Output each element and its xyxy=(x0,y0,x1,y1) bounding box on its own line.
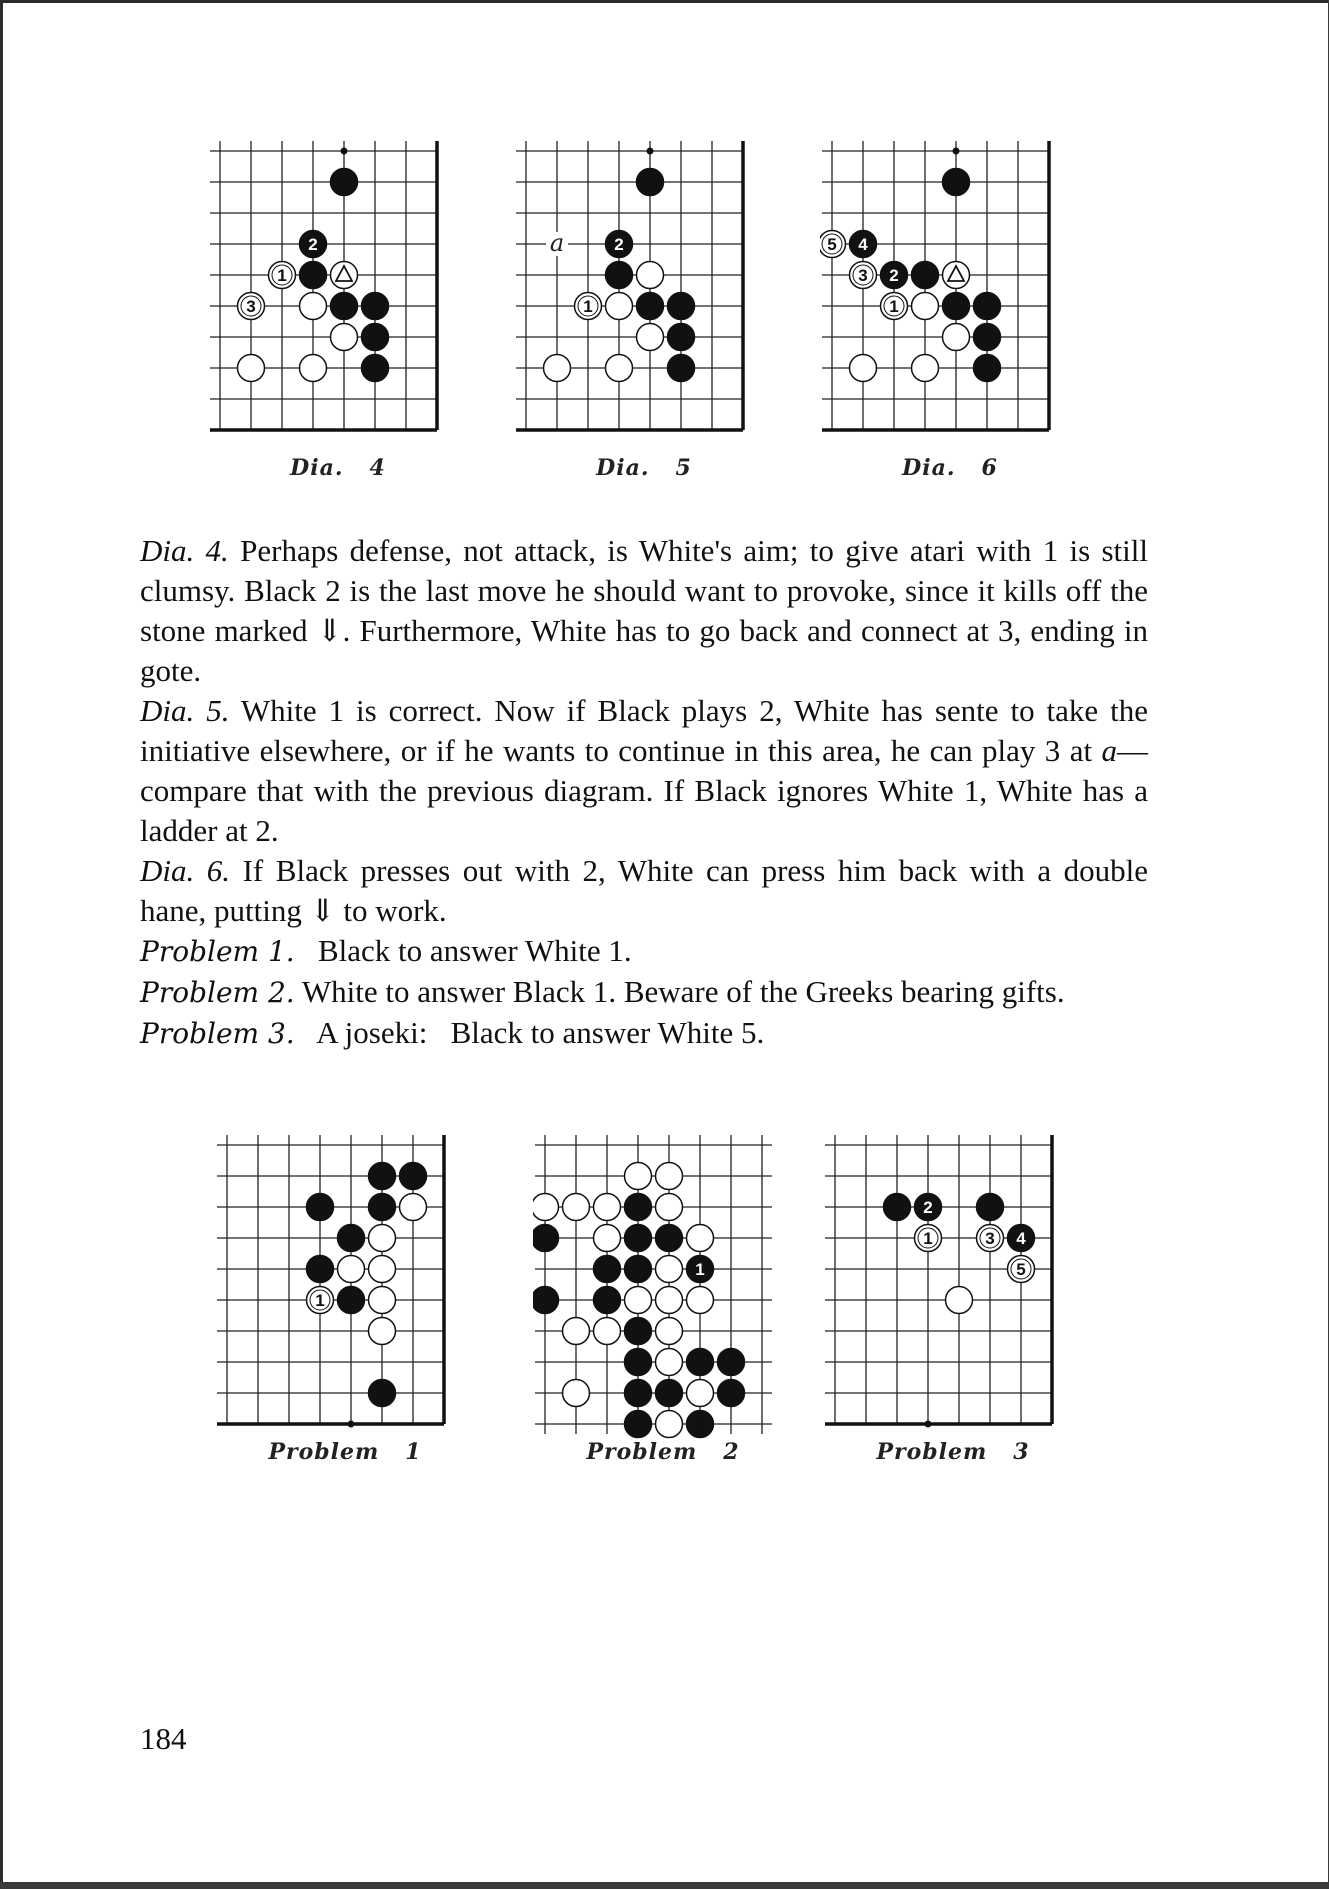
black-stone xyxy=(637,169,664,196)
white-stone xyxy=(850,355,877,382)
black-stone xyxy=(369,1380,396,1407)
white-stone xyxy=(594,1194,621,1221)
black-stone xyxy=(606,262,633,289)
black-stone xyxy=(533,1287,559,1314)
white-stone xyxy=(300,355,327,382)
white-stone xyxy=(331,324,358,351)
white-stone xyxy=(656,1194,683,1221)
stone-number: 1 xyxy=(315,1291,325,1310)
white-stone xyxy=(369,1256,396,1283)
paragraph-dia-5 xyxy=(140,691,1148,851)
white-stone xyxy=(946,1287,973,1314)
white-stone xyxy=(533,1194,559,1221)
white-stone xyxy=(369,1287,396,1314)
go-diagram-dia-6 xyxy=(820,137,1080,449)
black-stone xyxy=(362,324,389,351)
stone-number: 4 xyxy=(858,235,868,254)
star-point xyxy=(647,148,654,155)
white-stone xyxy=(338,1256,365,1283)
black-stone xyxy=(594,1287,621,1314)
paragraph-dia-4 xyxy=(140,531,1148,691)
white-stone xyxy=(563,1380,590,1407)
black-stone xyxy=(369,1194,396,1221)
white-stone xyxy=(625,1287,652,1314)
black-stone xyxy=(594,1256,621,1283)
board-grid xyxy=(210,141,437,430)
white-stone xyxy=(912,355,939,382)
white-stone xyxy=(625,1163,652,1190)
black-stone xyxy=(369,1163,396,1190)
black-stone xyxy=(362,293,389,320)
stone-number: 2 xyxy=(889,266,899,285)
dia-5-label: Dia. 5. xyxy=(140,693,230,728)
problem-2-caption: Problem 2 xyxy=(586,1439,740,1465)
black-stone xyxy=(912,262,939,289)
stone-number: 3 xyxy=(985,1229,995,1248)
white-stone xyxy=(369,1318,396,1345)
black-stone xyxy=(977,1194,1004,1221)
black-stone xyxy=(307,1256,334,1283)
body-text xyxy=(140,531,1148,1054)
stone-number: 5 xyxy=(827,235,837,254)
star-point xyxy=(925,1421,932,1428)
board-label: a xyxy=(549,229,565,257)
dia-6-text: If Black presses out with 2, White can press him back with a double hane, putting ⇓ to work. xyxy=(140,853,1148,928)
stone-number: 2 xyxy=(923,1198,933,1217)
go-diagram-problem-1 xyxy=(215,1131,475,1441)
stone-number: 2 xyxy=(614,235,624,254)
white-stone xyxy=(656,1163,683,1190)
stone-number: 2 xyxy=(308,235,318,254)
white-stone xyxy=(563,1194,590,1221)
star-point xyxy=(348,1421,355,1428)
black-stone xyxy=(400,1163,427,1190)
stone-number: 1 xyxy=(277,266,287,285)
dia-5-italic-a: a xyxy=(1101,733,1117,768)
white-stone xyxy=(606,293,633,320)
go-diagram-dia-4 xyxy=(208,137,468,449)
star-point xyxy=(953,148,960,155)
black-stone xyxy=(687,1349,714,1376)
problem-1-label: Problem 1. xyxy=(140,935,295,968)
white-stone xyxy=(300,293,327,320)
white-stone xyxy=(637,324,664,351)
black-stone xyxy=(338,1287,365,1314)
white-stone xyxy=(606,355,633,382)
problem-2-label: Problem 2. xyxy=(140,976,295,1009)
problem-3-label: Problem 3. xyxy=(140,1017,295,1050)
white-stone xyxy=(687,1287,714,1314)
problem-3-text: A joseki: Black to answer White 5. xyxy=(294,1015,765,1050)
white-stone xyxy=(656,1349,683,1376)
star-point xyxy=(341,148,348,155)
paragraph-dia-6 xyxy=(140,851,1148,931)
dia-4-label: Dia. 4. xyxy=(140,533,229,568)
black-stone xyxy=(300,262,327,289)
black-stone xyxy=(625,1318,652,1345)
problem-1-text: Black to answer White 1. xyxy=(294,933,632,968)
problem-1-caption: Problem 1 xyxy=(268,1439,422,1465)
black-stone xyxy=(637,293,664,320)
white-stone xyxy=(637,262,664,289)
black-stone xyxy=(668,355,695,382)
go-diagram-problem-3 xyxy=(823,1131,1083,1441)
black-stone xyxy=(687,1411,714,1438)
black-stone xyxy=(331,169,358,196)
dia-5-text-b: —compare that with the previous diagram. If Black ignores White 1, White has a ladder at 2. xyxy=(140,733,1148,848)
black-stone xyxy=(884,1194,911,1221)
black-stone xyxy=(943,169,970,196)
black-stone xyxy=(338,1225,365,1252)
white-stone xyxy=(594,1225,621,1252)
black-stone xyxy=(533,1225,559,1252)
white-stone xyxy=(594,1318,621,1345)
white-stone xyxy=(544,355,571,382)
stone-number: 1 xyxy=(583,297,593,316)
problem-3-caption: Problem 3 xyxy=(876,1439,1030,1465)
board-grid xyxy=(516,141,743,430)
black-stone xyxy=(625,1225,652,1252)
black-stone xyxy=(668,293,695,320)
white-stone xyxy=(563,1318,590,1345)
stone-number: 1 xyxy=(695,1260,705,1279)
paragraph-problem-2 xyxy=(140,972,1148,1013)
white-stone xyxy=(656,1411,683,1438)
stone-number: 3 xyxy=(858,266,868,285)
stone-number: 1 xyxy=(923,1229,933,1248)
dia-4-caption: Dia. 4 xyxy=(290,455,386,481)
white-stone xyxy=(656,1256,683,1283)
white-stone xyxy=(400,1194,427,1221)
white-stone xyxy=(687,1225,714,1252)
black-stone xyxy=(974,293,1001,320)
black-stone xyxy=(331,293,358,320)
white-stone xyxy=(369,1225,396,1252)
white-stone xyxy=(943,324,970,351)
stone-number: 3 xyxy=(246,297,256,316)
problem-2-text: White to answer Black 1. Beware of the Greeks bearing gifts. xyxy=(294,974,1065,1009)
dia-6-caption: Dia. 6 xyxy=(902,455,998,481)
white-stone xyxy=(238,355,265,382)
black-stone xyxy=(656,1380,683,1407)
black-stone xyxy=(718,1349,745,1376)
black-stone xyxy=(656,1225,683,1252)
black-stone xyxy=(625,1411,652,1438)
stone-number: 4 xyxy=(1016,1229,1026,1248)
page-number: 184 xyxy=(140,1721,187,1756)
black-stone xyxy=(625,1256,652,1283)
black-stone xyxy=(307,1194,334,1221)
black-stone xyxy=(974,355,1001,382)
dia-5-caption: Dia. 5 xyxy=(596,455,692,481)
black-stone xyxy=(718,1380,745,1407)
black-stone xyxy=(668,324,695,351)
go-diagram-problem-2 xyxy=(533,1131,793,1441)
paragraph-problem-1 xyxy=(140,931,1148,972)
black-stone xyxy=(974,324,1001,351)
white-stone xyxy=(656,1287,683,1314)
stone-number: 1 xyxy=(889,297,899,316)
dia-6-label: Dia. 6. xyxy=(140,853,231,888)
black-stone xyxy=(362,355,389,382)
black-stone xyxy=(625,1194,652,1221)
black-stone xyxy=(625,1349,652,1376)
dia-4-text: Perhaps defense, not attack, is White's aim; to give atari with 1 is still clumsy. Black 2 is the last move he should want to provoke, since it kills off the stone marked ⇓. Furthermore, White has to go back and connect at 3, ending in gote. xyxy=(140,533,1148,688)
white-stone xyxy=(687,1380,714,1407)
dia-5-text-a: White 1 is correct. Now if Black plays 2, White has sente to take the initiative elsewhere, or if he wants to continue in this area, he can play 3 at xyxy=(140,693,1149,768)
white-stone xyxy=(912,293,939,320)
go-diagram-dia-5 xyxy=(514,137,774,449)
paragraph-problem-3 xyxy=(140,1013,1148,1054)
stone-number: 5 xyxy=(1016,1260,1026,1279)
black-stone xyxy=(625,1380,652,1407)
black-stone xyxy=(943,293,970,320)
white-stone xyxy=(656,1318,683,1345)
